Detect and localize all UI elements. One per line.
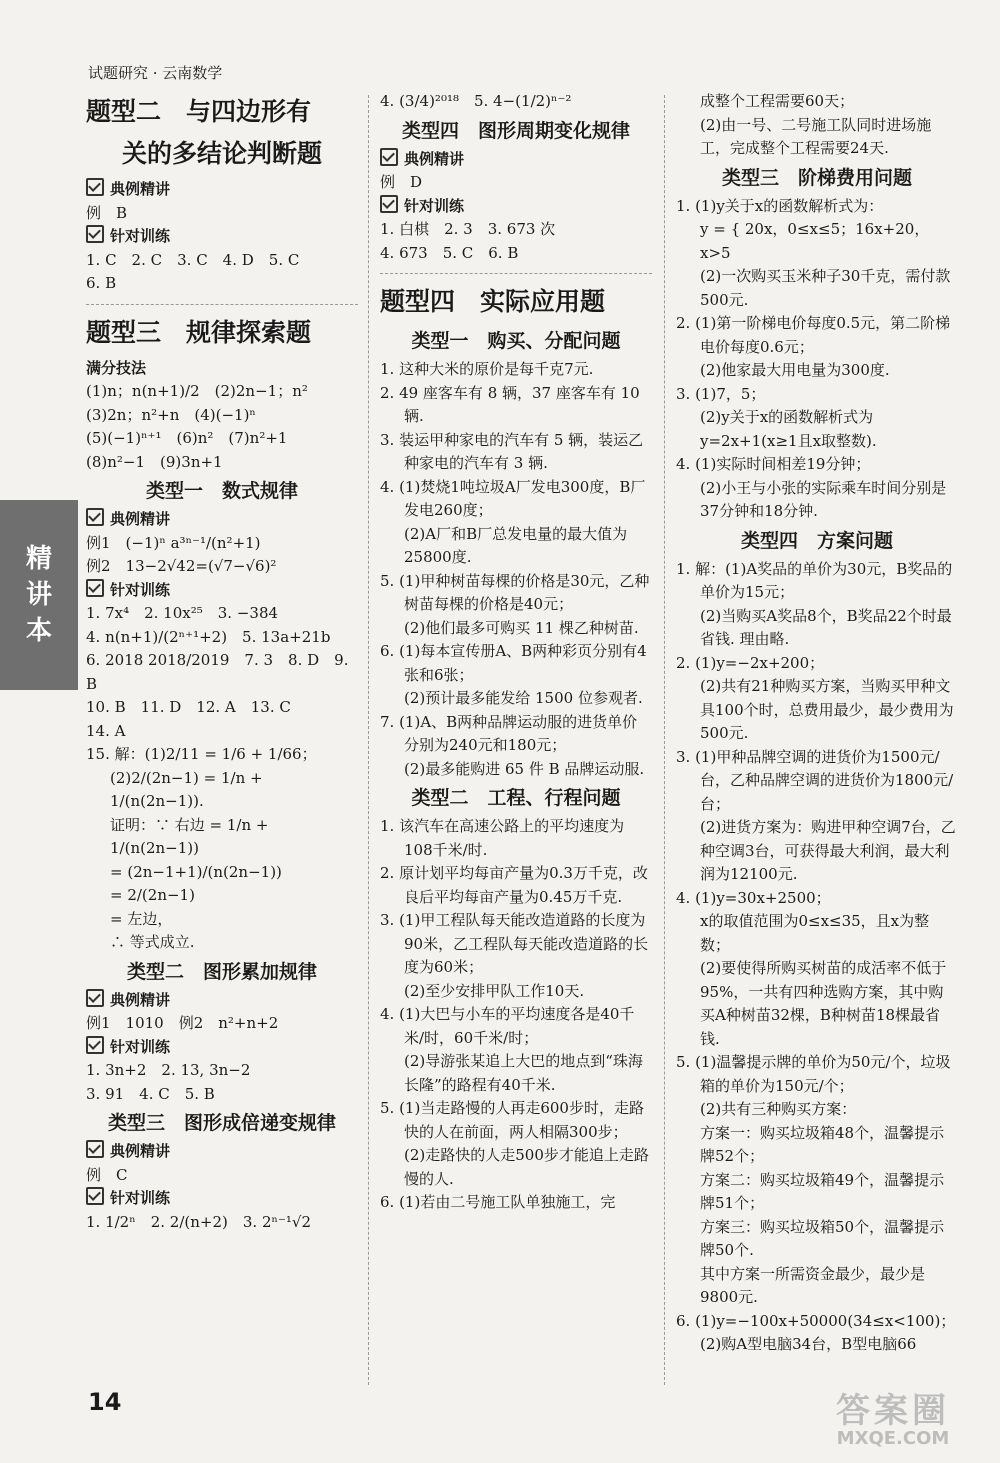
answer-item: 1. 解：(1)A奖品的单价为30元，B奖品的单价为15元； [676, 559, 953, 601]
answer-line: (2)他家最大用电量为300度. [700, 361, 890, 379]
answer-line: 例 D [380, 173, 423, 191]
label-text: 典例精讲 [110, 180, 171, 198]
subsection-title: 类型二 工程、行程问题 [411, 787, 621, 809]
answer-line: (2)至少安排甲队工作10天. [404, 981, 585, 1000]
checkbox-icon [86, 989, 104, 1007]
answer-line: (2)购A型电脑34台，B型电脑66 [700, 1335, 917, 1353]
watermark [798, 1383, 988, 1453]
answer-line: 方案二：购买垃圾箱49个，温馨提示牌51个； [700, 1170, 945, 1212]
answer-line: 1. 1/2ⁿ 2. 2/(n+2) 3. 2ⁿ⁻¹√2 [86, 1212, 312, 1231]
answer-line: 1. 白棋 2. 3 3. 673 次 [380, 220, 556, 238]
section-divider [86, 304, 358, 305]
answer-item: 5. (1)当走路慢的人再走600步时，走路快的人在前面，两人相隔300步； [380, 1099, 644, 1141]
answer-line: (5)(−1)ⁿ⁺¹ (6)n² (7)n²+1 [86, 429, 288, 447]
answer-item: 1. 这种大米的原价是每千克7元. [380, 360, 594, 378]
answer-line: 4. n(n+1)/(2ⁿ⁺¹+2) 5. 13a+21b [86, 627, 331, 646]
answer-item: 5. (1)甲种树苗每棵的价格是30元，乙种树苗每棵的价格是40元； [380, 571, 650, 613]
answer-line: 例2 13−2√42=(√7−√6)² [86, 557, 277, 575]
answer-column-2 [380, 90, 652, 1215]
answer-item: 6. (1)若由二号施工队单独施工，完 [380, 1193, 616, 1211]
section-label [86, 225, 358, 249]
answer-line: 其中方案一所需资金最少，最少是9800元. [700, 1264, 926, 1306]
answer-line: (2)共有三种购买方案： [700, 1100, 857, 1118]
answer-line: (2)最多能购进 65 件 B 品牌运动服. [404, 759, 645, 778]
section-divider [380, 273, 652, 274]
checkbox-icon [86, 1036, 104, 1054]
answer-item: 6. (1)每本宣传册A、B两种彩页分别有4张和6张； [380, 642, 647, 684]
side-tab-char: 讲 [25, 580, 52, 610]
section-title: 题型二 与四边形有 [86, 97, 312, 126]
answer-line: 1. 7x⁴ 2. 10x²⁵ 3. −384 [86, 604, 279, 622]
answer-line: (2)他们最多可购买 11 棵乙种树苗. [404, 618, 639, 637]
answer-item: 3. (1)甲工程队每天能改造道路的长度为90米，乙工程队每天能改造道路的长度为60米； [380, 911, 649, 976]
answer-line: 14. A [86, 721, 126, 740]
answer-line: 15. 解：(1)2/11 = 1/6 + 1/66； [86, 745, 317, 763]
label-text: 针对训练 [110, 1037, 171, 1056]
subsection-title: 类型四 方案问题 [740, 529, 893, 552]
watermark-brand: 答案圈 [836, 1391, 950, 1431]
section-label [86, 508, 358, 532]
answer-line: 1. C 2. C 3. C 4. D 5. C [86, 250, 300, 269]
answer-item: 1. 该汽车在高速公路上的平均速度为108千米/时. [380, 817, 625, 859]
answer-line: 例 B [86, 203, 128, 222]
answer-line: (2)导游张某追上大巴的地点到“珠海长隆”的路程有40千米. [404, 1052, 643, 1094]
checkbox-icon [380, 195, 398, 213]
answer-line: 方案一：购买垃圾箱48个，温馨提示牌52个； [700, 1123, 945, 1165]
checkbox-icon [86, 178, 104, 196]
answer-line: (2)2/(2n−1) = 1/n + 1/(n(2n−1)). [110, 768, 263, 810]
answer-line: (2)A厂和B厂总发电量的最大值为25800度. [404, 524, 628, 566]
answer-line: (2)y关于x的函数解析式为y=2x+1(x≥1且x取整数). [700, 408, 877, 450]
watermark-url: MXQE.COM [836, 1428, 950, 1449]
side-tab [0, 500, 78, 690]
answer-line: (2)进货方案为：购进甲种空调7台，乙种空调3台，可获得最大利润，最大利润为12100元. [700, 818, 956, 883]
section-label: 满分技法 [86, 358, 147, 377]
checkbox-icon [86, 1140, 104, 1158]
answer-line: 例 C [86, 1165, 128, 1184]
checkbox-icon [86, 1187, 104, 1205]
answer-item: 3. 装运甲种家电的汽车有 5 辆，装运乙种家电的汽车有 3 辆. [380, 430, 644, 472]
column-divider [368, 95, 369, 1385]
answer-item: 7. (1)A、B两种品牌运动服的进货单价分别为240元和180元； [380, 712, 638, 754]
answer-line: 成整个工程需要60天； [700, 92, 855, 110]
answer-line: 6. B [86, 274, 117, 292]
answer-line: (2)当购买A奖品8个，B奖品22个时最省钱. 理由略. [700, 606, 952, 648]
answer-column-3 [676, 90, 958, 1357]
subsection-title: 类型三 图形成倍递变规律 [107, 1112, 336, 1134]
subsection-title: 类型一 购买、分配问题 [411, 330, 621, 352]
answer-line: (2)小王与小张的实际乘车时间分别是37分钟和18分钟. [700, 478, 947, 520]
answer-item: 4. (1)实际时间相差19分钟； [676, 455, 871, 473]
label-text: 针对训练 [404, 196, 465, 215]
section-title: 关的多结论判断题 [121, 139, 322, 168]
subsection-title: 类型三 阶梯费用问题 [721, 166, 912, 189]
answer-line: (1)n；n(n+1)/2 (2)2n−1；n² [86, 382, 308, 400]
answer-item: 2. (1)第一阶梯电价每度0.5元，第二阶梯电价每度0.6元； [676, 314, 951, 356]
answer-line: 方案三：购买垃圾箱50个，温馨提示牌50个. [700, 1217, 945, 1259]
answer-line: (2)由一号、二号施工队同时进场施工，完成整个工程需要24天. [700, 115, 932, 157]
answer-line: (2)一次购买玉米种子30千克，需付款500元. [700, 267, 951, 309]
answer-item: 3. (1)甲种品牌空调的进货价为1500元/台，乙种品牌空调的进货价为1800元/台； [676, 747, 954, 813]
side-tab-char: 精 [25, 544, 52, 574]
page-number: 14 [88, 1388, 122, 1416]
answer-line: 例1 1010 例2 n²+n+2 [86, 1014, 279, 1032]
section-label [86, 579, 358, 603]
answer-item: 4. (1)焚烧1吨垃圾A厂发电300度，B厂发电260度； [380, 477, 646, 519]
checkbox-icon [86, 225, 104, 243]
answer-line: 4. (3/4)²⁰¹⁸ 5. 4−(1/2)ⁿ⁻² [380, 92, 572, 110]
label-text: 典例精讲 [110, 990, 171, 1009]
section-label [86, 178, 358, 202]
label-text: 典例精讲 [110, 1142, 171, 1160]
answer-line: (2)要使得所购买树苗的成活率不低于95%，一共有四种选购方案，其中购买A种树苗32棵，B种树苗18棵最省钱. [700, 959, 947, 1048]
answer-item: 3. (1)7，5； [676, 384, 766, 403]
label-text: 针对训练 [110, 227, 171, 245]
answer-item: 2. 原计划平均每亩产量为0.3万千克，改良后平均每亩产量为0.45万千克. [380, 864, 648, 906]
section-label [86, 1187, 358, 1211]
answer-line: x的取值范围为0≤x≤35，且x为整数； [700, 912, 930, 954]
section-label [86, 1140, 358, 1164]
subsection-title: 类型二 图形累加规律 [126, 960, 317, 983]
answer-line: (2)走路快的人走500步才能追上走路慢的人. [404, 1146, 649, 1188]
page-header: 试题研究 · 云南数学 [88, 64, 223, 82]
answer-line: 6. 2018 2018/2019 7. 3 8. D 9. B [86, 651, 349, 693]
answer-line: (3)2n；n²+n (4)(−1)ⁿ [86, 405, 256, 424]
label-text: 典例精讲 [404, 149, 465, 168]
section-label [380, 148, 652, 172]
label-text: 针对训练 [110, 580, 171, 599]
answer-line: 证明：∵ 右边 = 1/n + 1/(n(2n−1)) [110, 815, 269, 857]
section-label [86, 1036, 358, 1060]
checkbox-icon [380, 148, 398, 166]
answer-line: = 2/(2n−1) [110, 886, 195, 904]
answer-item: 6. (1)y=−100x+50000(34≤x<100)； [676, 1311, 956, 1330]
answer-line: (2)共有21种购买方案，当购买甲种文具100个时，总费用最少，最少费用为500元. [700, 677, 954, 742]
answer-line: (8)n²−1 (9)3n+1 [86, 452, 223, 471]
answer-item: 5. (1)温馨提示牌的单价为50元/个，垃圾箱的单价为150元/个； [676, 1053, 951, 1095]
section-label [380, 195, 652, 219]
checkbox-icon [86, 508, 104, 526]
answer-line: 4. 673 5. C 6. B [380, 243, 519, 262]
answer-line: (2)预计最多能发给 1500 位参观者. [404, 689, 643, 707]
answer-line: ∴ 等式成立. [110, 933, 195, 951]
answer-item: 1. (1)y关于x的函数解析式为： [676, 196, 884, 215]
subsection-title: 类型一 数式规律 [145, 480, 298, 502]
section-label [86, 989, 358, 1013]
side-tab-char: 本 [25, 616, 52, 646]
answer-line: 3. 91 4. C 5. B [86, 1084, 215, 1103]
answer-item: 2. 49 座客车有 8 辆，37 座客车有 10 辆. [380, 383, 640, 425]
answer-line: 1. 3n+2 2. 13, 3n−2 [86, 1061, 251, 1079]
answer-line: = 左边， [110, 909, 173, 928]
answer-line: 例1 (−1)ⁿ a³ⁿ⁻¹/(n²+1) [86, 533, 261, 552]
answer-item: 2. (1)y=−2x+200； [676, 653, 825, 672]
answer-line: 10. B 11. D 12. A 13. C [86, 698, 291, 716]
label-text: 针对训练 [110, 1189, 171, 1207]
answer-column-1 [86, 90, 358, 1234]
answer-item: 4. (1)大巴与小车的平均速度各是40千米/时，60千米/时； [380, 1005, 635, 1047]
column-divider [664, 95, 665, 1385]
answer-line: = (2n−1+1)/(n(2n−1)) [110, 862, 282, 881]
checkbox-icon [86, 579, 104, 597]
label-text: 典例精讲 [110, 510, 171, 528]
subsection-title: 类型四 图形周期变化规律 [401, 119, 630, 142]
answer-line: y = { 20x，0≤x≤5；16x+20，x>5 [700, 220, 930, 262]
answer-item: 4. (1)y=30x+2500； [676, 888, 831, 907]
section-title: 题型四 实际应用题 [380, 287, 606, 316]
section-title: 题型三 规律探索题 [86, 317, 312, 347]
